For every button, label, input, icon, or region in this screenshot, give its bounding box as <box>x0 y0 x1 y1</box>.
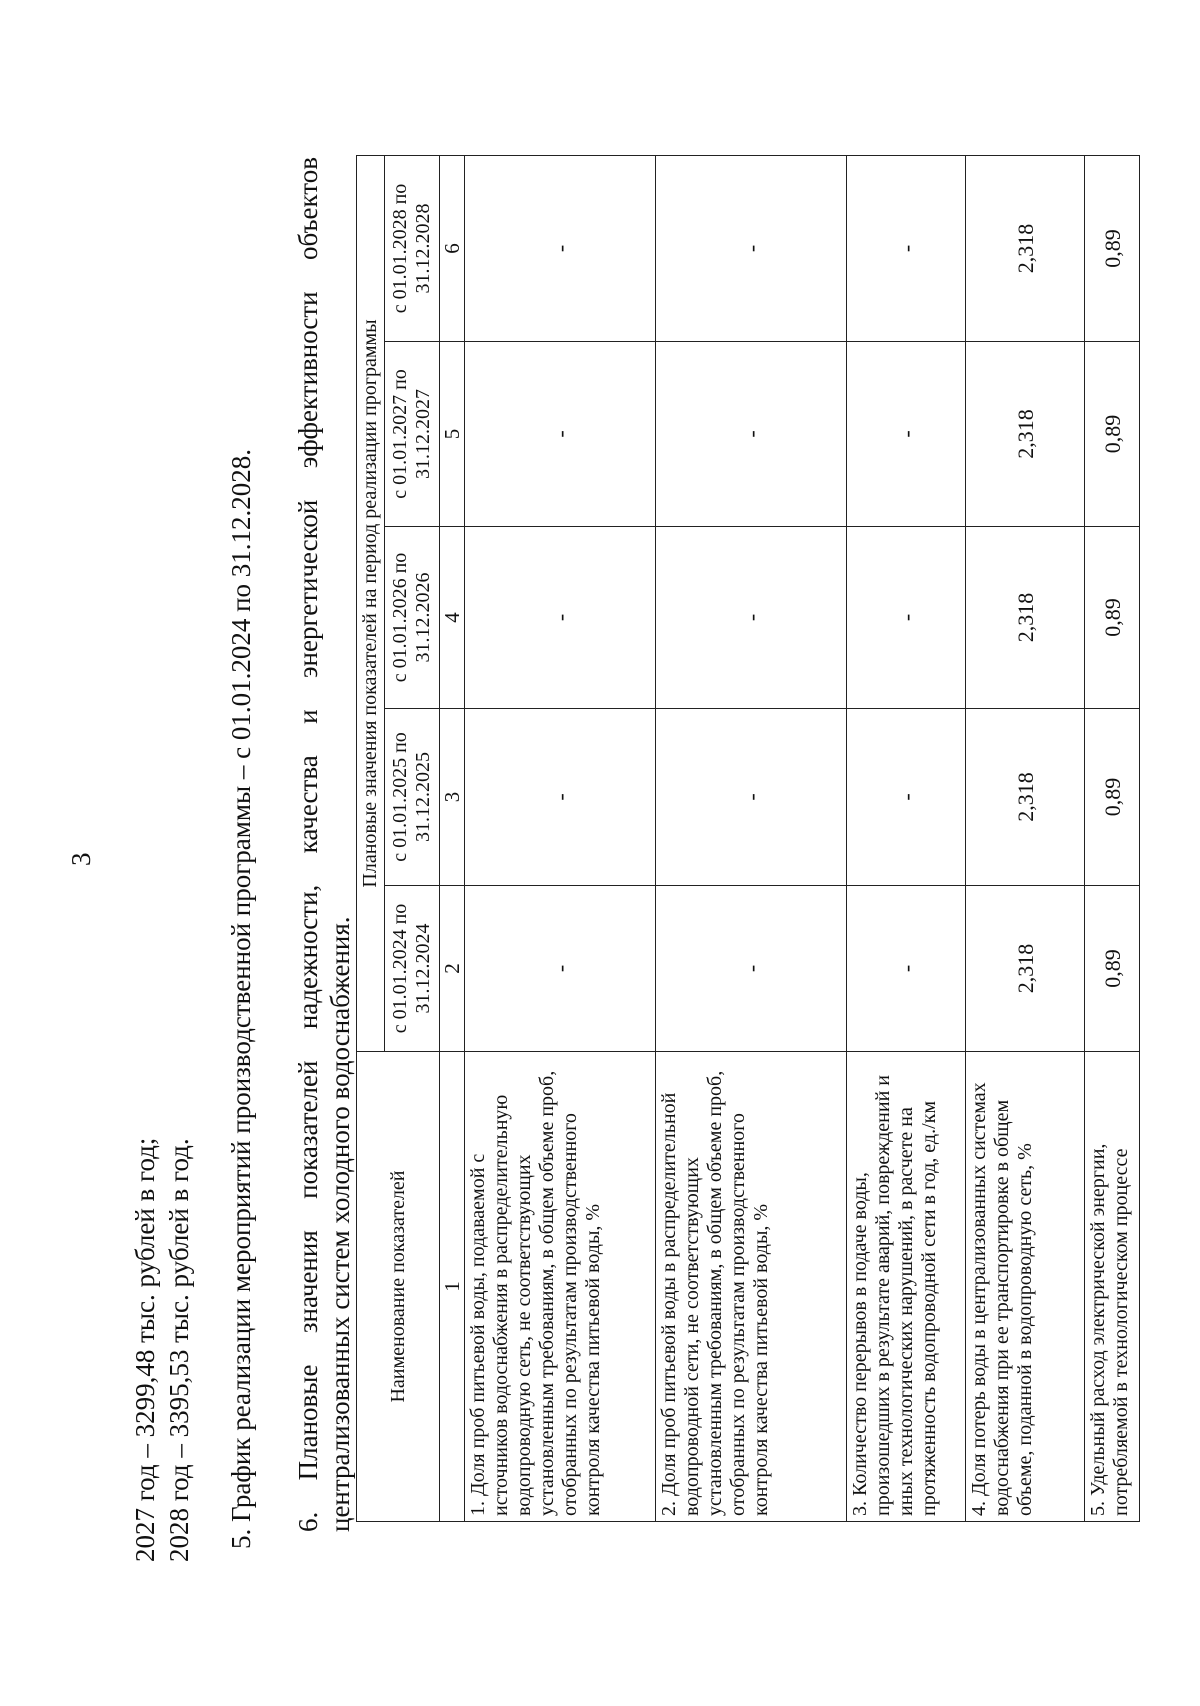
indicator-value: 0,89 <box>1085 342 1140 527</box>
name-column-header: Наименование показателей <box>357 1052 440 1522</box>
indicator-value: 0,89 <box>1085 527 1140 709</box>
column-number: 3 <box>440 709 465 886</box>
table-row <box>966 155 1085 1521</box>
indicator-value: - <box>656 709 847 886</box>
heading-word: эффективности <box>293 291 323 469</box>
column-number: 5 <box>440 342 465 527</box>
indicator-value: - <box>847 342 966 527</box>
budget-2027-line: 2027 год – 3299,48 тыс. рублей в год; <box>130 1137 160 1562</box>
column-number-row <box>440 155 465 1521</box>
section-6-heading-line1 <box>292 157 324 1532</box>
indicator-value: - <box>656 155 847 341</box>
period-header: с 01.01.2025 по 31.12.2025 <box>385 709 440 886</box>
heading-word: объектов <box>293 157 323 260</box>
column-number: 4 <box>440 527 465 709</box>
heading-word: и <box>293 709 323 724</box>
period-header: с 01.01.2026 по 31.12.2026 <box>385 527 440 709</box>
indicator-value: - <box>656 886 847 1052</box>
indicator-value: 2,318 <box>966 709 1085 886</box>
indicator-value: - <box>847 709 966 886</box>
indicator-name: 3. Количество перерывов в подаче воды, произошедших в результате аварий, повреждений и иных технологических нарушений, в расчете на протяженность водопроводной сети в год, ед./км <box>847 1052 966 1522</box>
indicator-value: - <box>656 342 847 527</box>
schedule-line: 5. График реализации мероприятий производственной программы – с 01.01.2024 по 31.12.2028. <box>226 448 256 1549</box>
indicator-name: 4. Доля потерь воды в централизованных системах водоснабжения при ее транспортировке в общем объеме, поданной в водопроводную сеть, % <box>966 1052 1085 1522</box>
heading-word: энергетической <box>293 499 323 679</box>
plan-values-table <box>356 155 1140 1522</box>
heading-word: значения <box>293 1230 323 1334</box>
indicator-value: - <box>656 527 847 709</box>
table-row <box>656 155 847 1521</box>
heading-word: показателей <box>293 1060 323 1199</box>
indicator-value: - <box>847 527 966 709</box>
heading-word: 6. <box>293 1511 323 1532</box>
indicator-value: - <box>847 155 966 341</box>
indicator-value: 2,318 <box>966 342 1085 527</box>
indicator-name: 5. Удельный расход электрической энергии, потребляемой в технологическом процессе <box>1085 1052 1140 1522</box>
period-header: с 01.01.2028 по 31.12.2028 <box>385 155 440 341</box>
heading-word: Плановые <box>293 1364 323 1481</box>
section-6-heading <box>292 157 356 1532</box>
table-row <box>465 155 656 1521</box>
indicator-value: - <box>465 155 656 341</box>
period-header: с 01.01.2024 по 31.12.2024 <box>385 886 440 1052</box>
indicator-value: 2,318 <box>966 527 1085 709</box>
table-row <box>847 155 966 1521</box>
column-number: 6 <box>440 155 465 341</box>
indicator-value: 2,318 <box>966 155 1085 341</box>
column-number: 1 <box>440 1052 465 1522</box>
indicator-name: 2. Доля проб питьевой воды в распределительной водопроводной сети, не соответствующих установленным требованиям, в общем объеме проб, отобранных по результатам производственного контроля качества питьевой воды, % <box>656 1052 847 1522</box>
page-number: 3 <box>66 852 96 866</box>
table-row <box>1085 155 1140 1521</box>
indicator-value: 0,89 <box>1085 155 1140 341</box>
table-header-row <box>357 155 385 1521</box>
column-number: 2 <box>440 886 465 1052</box>
period-group-header: Плановые значения показателей на период реализации программы <box>357 155 385 1051</box>
indicator-value: 0,89 <box>1085 709 1140 886</box>
indicator-value: - <box>465 709 656 886</box>
indicator-value: - <box>465 342 656 527</box>
indicator-value: 2,318 <box>966 886 1085 1052</box>
heading-word: надежности, <box>293 884 323 1030</box>
indicator-value: 0,89 <box>1085 886 1140 1052</box>
indicator-value: - <box>465 527 656 709</box>
indicator-name: 1. Доля проб питьевой воды, подаваемой с источников водоснабжения в распределительную водопроводную сеть, не соответствующих установленным требованиям, в общем объеме проб, отобранных по результатам производственного контроля качества питьевой воды, % <box>465 1052 656 1522</box>
section-6-heading-line2: централизованных систем холодного водоснабжения. <box>325 916 355 1532</box>
budget-2028-line: 2028 год – 3395,53 тыс. рублей в год. <box>164 1138 194 1562</box>
period-header: с 01.01.2027 по 31.12.2027 <box>385 342 440 527</box>
heading-word: качества <box>293 755 323 854</box>
indicator-value: - <box>465 886 656 1052</box>
indicator-value: - <box>847 886 966 1052</box>
